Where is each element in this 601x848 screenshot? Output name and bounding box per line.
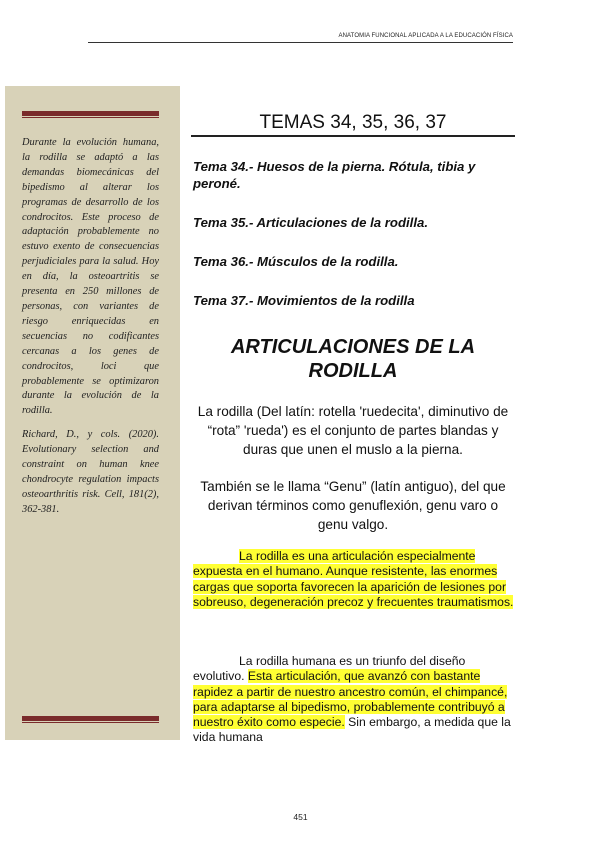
header-rule	[88, 42, 513, 43]
paragraph-evolution	[193, 654, 515, 746]
paragraph-evolution-tail: Sin embargo, a medida que la vida humana	[193, 715, 511, 745]
sidebar-bottom-bar	[22, 716, 159, 721]
highlighted-text: Esta articulación, que avanzó con bastante rapidez a partir de nuestro ancestro común, el chimpancé, para adaptarse al bipedismo, probablemente contribuyó a nuestro éxito como especie.	[193, 669, 508, 730]
topics-title: TEMAS 34, 35, 36, 37	[259, 112, 447, 133]
sidebar-text	[22, 136, 159, 527]
sidebar-top-bar	[22, 111, 159, 116]
sidebar-reference: Richard, D., y cols. (2020). Evolutionary selection and constraint on human knee chondrocyte regulation impacts osteoarthritis risk. Cell, 181(2), 362-381.	[22, 429, 159, 515]
highlighted-text: La rodilla es una articulación especialmente expuesta en el humano. Aunque resistente, las enormes cargas que soporta favorecen la aparición de lesiones por sobreuso, degeneración precoz y frecuentes traumatismos.	[193, 549, 514, 609]
topic-item: Tema 35.- Articulaciones de la rodilla.	[193, 215, 429, 230]
paragraph-evolution-lead: La rodilla humana es un triunfo del diseño evolutivo.	[193, 654, 466, 684]
topics-title-rule	[191, 135, 515, 137]
paragraph-definition: La rodilla (Del latín: rotella 'ruedecita', diminutivo de “rota” 'rueda') es el conjunto de partes blandas y duras que unen el muslo a la pierna.	[197, 404, 509, 457]
topic-item: Tema 36.- Músculos de la rodilla.	[193, 254, 399, 269]
paragraph-exposure	[193, 549, 515, 610]
paragraph-genu: También se le llama “Genu” (latín antiguo), del que derivan términos como genuflexión, genu varo o genu valgo.	[200, 479, 506, 532]
section-title: ARTICULACIONES DE LA RODILLA	[230, 336, 476, 382]
sidebar-paragraph: Durante la evolución humana, la rodilla se adaptó a las demandas biomecánicas del bipedismo al alterar los programas de desarrollo de los condrocitos. Este proceso de adaptación probablemente no estuvo exento de consecuencias perjudiciales para la salud. Hoy en día, la osteoartritis se presenta en 250 millones de personas, con variantes de riesgo enriquecidas en secuencias no codificantes cercanas a los genes de condrocitos, loci que probablemente se optimizaron durante la evolución de la rodilla.	[22, 137, 159, 417]
topic-item: Tema 37.- Movimientos de la rodilla	[193, 293, 415, 308]
running-header: ANATOMIA FUNCIONAL APLICADA A LA EDUCACIÓN FÍSICA	[338, 33, 513, 39]
topic-item: Tema 34.- Huesos de la pierna. Rótula, tibia y peroné.	[193, 159, 476, 191]
page-number: 451	[293, 812, 308, 822]
topics-list	[193, 158, 515, 331]
